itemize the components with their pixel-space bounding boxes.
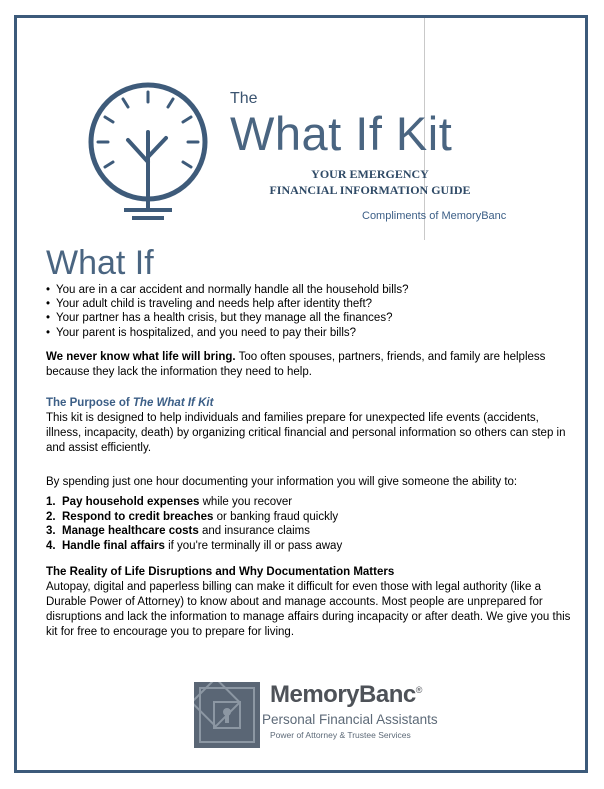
what-if-heading: What If bbox=[46, 244, 154, 282]
item-rest: and insurance claims bbox=[198, 525, 311, 537]
subtitle-line-2: FINANCIAL INFORMATION GUIDE bbox=[269, 183, 471, 197]
what-if-list bbox=[46, 283, 408, 340]
list-item bbox=[46, 495, 342, 510]
logo-services: Power of Attorney & Trustee Services bbox=[270, 730, 411, 740]
reality-paragraph: Autopay, digital and paperless billing can make it difficult for even those with legal authority (like a Durable Power of Attorney) to know about and manage accounts. Most people are unprepared for disruptions and lack the information to manage affairs during incapacity or after death. We give you this kit for free to encourage you to prepare for living. bbox=[46, 581, 571, 638]
purpose-heading-prefix: The Purpose of bbox=[46, 397, 133, 409]
logo-tagline: Personal Financial Assistants bbox=[262, 712, 438, 727]
logo-name-text: MemoryBanc bbox=[270, 681, 416, 708]
purpose-heading bbox=[46, 397, 213, 409]
item-number: 3. bbox=[46, 525, 56, 537]
item-number: 2. bbox=[46, 510, 56, 523]
subtitle-line-1: YOUR EMERGENCY bbox=[311, 167, 429, 181]
kit-the-label: The bbox=[230, 90, 258, 107]
item-bold: Manage healthcare costs bbox=[62, 525, 199, 537]
item-rest: or banking fraud quickly bbox=[213, 510, 339, 523]
compliments-text: Compliments of MemoryBanc bbox=[362, 210, 507, 222]
item-bold: Pay household expenses bbox=[62, 496, 200, 508]
purpose-paragraph: This kit is designed to help individuals and families prepare for unexpected life events (accidents, illness, incapacity, death) by organizing critical financial and personal information so others can step in and assist efficiently. bbox=[46, 412, 566, 454]
never-know-rest: Too often spouses, partners, friends, and family are helpless because they lack the information they need to help. bbox=[46, 351, 546, 378]
never-know-paragraph bbox=[46, 350, 576, 380]
logo-name bbox=[270, 681, 422, 709]
list-item: • Your parent is hospitalized, and you need to pay their bills? bbox=[46, 326, 408, 340]
item-rest: if you're terminally ill or pass away bbox=[164, 539, 343, 552]
reality-heading: The Reality of Life Disruptions and Why Documentation Matters bbox=[46, 566, 395, 578]
memorybanc-logo-icon bbox=[194, 682, 260, 748]
list-item: • Your partner has a health crisis, but they manage all the finances? bbox=[46, 311, 408, 325]
item-number: 1. bbox=[46, 496, 56, 508]
clock-tree-icon bbox=[88, 82, 234, 228]
list-item: • You are in a car accident and normally handle all the household bills? bbox=[46, 283, 408, 297]
list-item bbox=[46, 510, 342, 525]
registered-mark: ® bbox=[415, 685, 422, 695]
list-item: • Your adult child is traveling and needs help after identity theft? bbox=[46, 297, 408, 311]
kit-title: What If Kit bbox=[230, 107, 453, 160]
item-rest: while you recover bbox=[199, 496, 293, 508]
list-item bbox=[46, 539, 342, 554]
item-bold: Respond to credit breaches bbox=[62, 510, 214, 523]
list-item bbox=[46, 524, 342, 539]
item-number: 4. bbox=[46, 539, 56, 552]
item-bold: Handle final affairs bbox=[62, 539, 165, 552]
purpose-heading-italic: The What If Kit bbox=[132, 397, 214, 409]
abilities-list bbox=[46, 495, 342, 553]
never-know-bold: We never know what life will bring. bbox=[46, 351, 236, 363]
spending-paragraph: By spending just one hour documenting your information you will give someone the ability to: bbox=[46, 476, 518, 488]
